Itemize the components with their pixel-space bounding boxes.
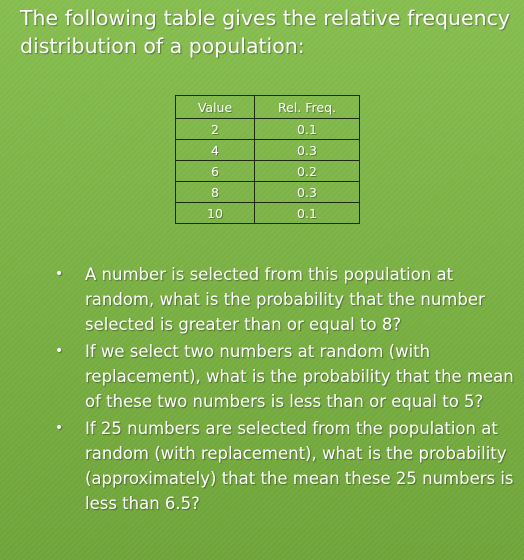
bullet-icon: •	[55, 343, 64, 359]
question-item-1	[55, 262, 515, 337]
table-row	[176, 203, 360, 224]
header-rel-freq: Rel. Freq.	[255, 96, 360, 119]
question-item-3	[55, 416, 515, 516]
table-row	[176, 119, 360, 140]
question-item-2	[55, 339, 515, 414]
question-text: If 25 numbers are selected from the population at random (with replacement), what is the probability (approximately) that the mean these 25 numbers is less than 6.5?	[85, 419, 514, 513]
header-value: Value	[176, 96, 255, 119]
cell-value: 6	[176, 161, 255, 182]
question-list	[55, 262, 515, 518]
cell-value: 4	[176, 140, 255, 161]
bullet-icon: •	[55, 266, 64, 282]
cell-rel-freq: 0.3	[255, 140, 360, 161]
table-row	[176, 182, 360, 203]
bullet-icon: •	[55, 420, 64, 436]
table-row	[176, 161, 360, 182]
cell-rel-freq: 0.1	[255, 203, 360, 224]
cell-value: 10	[176, 203, 255, 224]
question-text: If we select two numbers at random (with replacement), what is the probability that the mean of these two numbers is less than or equal to 5?	[85, 342, 514, 411]
cell-value: 2	[176, 119, 255, 140]
question-text: A number is selected from this population at random, what is the probability that the number selected is greater than or equal to 8?	[85, 265, 485, 334]
cell-value: 8	[176, 182, 255, 203]
cell-rel-freq: 0.3	[255, 182, 360, 203]
table-row	[176, 140, 360, 161]
table-header-row	[176, 96, 360, 119]
frequency-table	[175, 95, 360, 224]
cell-rel-freq: 0.2	[255, 161, 360, 182]
slide-title: The following table gives the relative frequency distribution of a population:	[20, 6, 510, 58]
cell-rel-freq: 0.1	[255, 119, 360, 140]
